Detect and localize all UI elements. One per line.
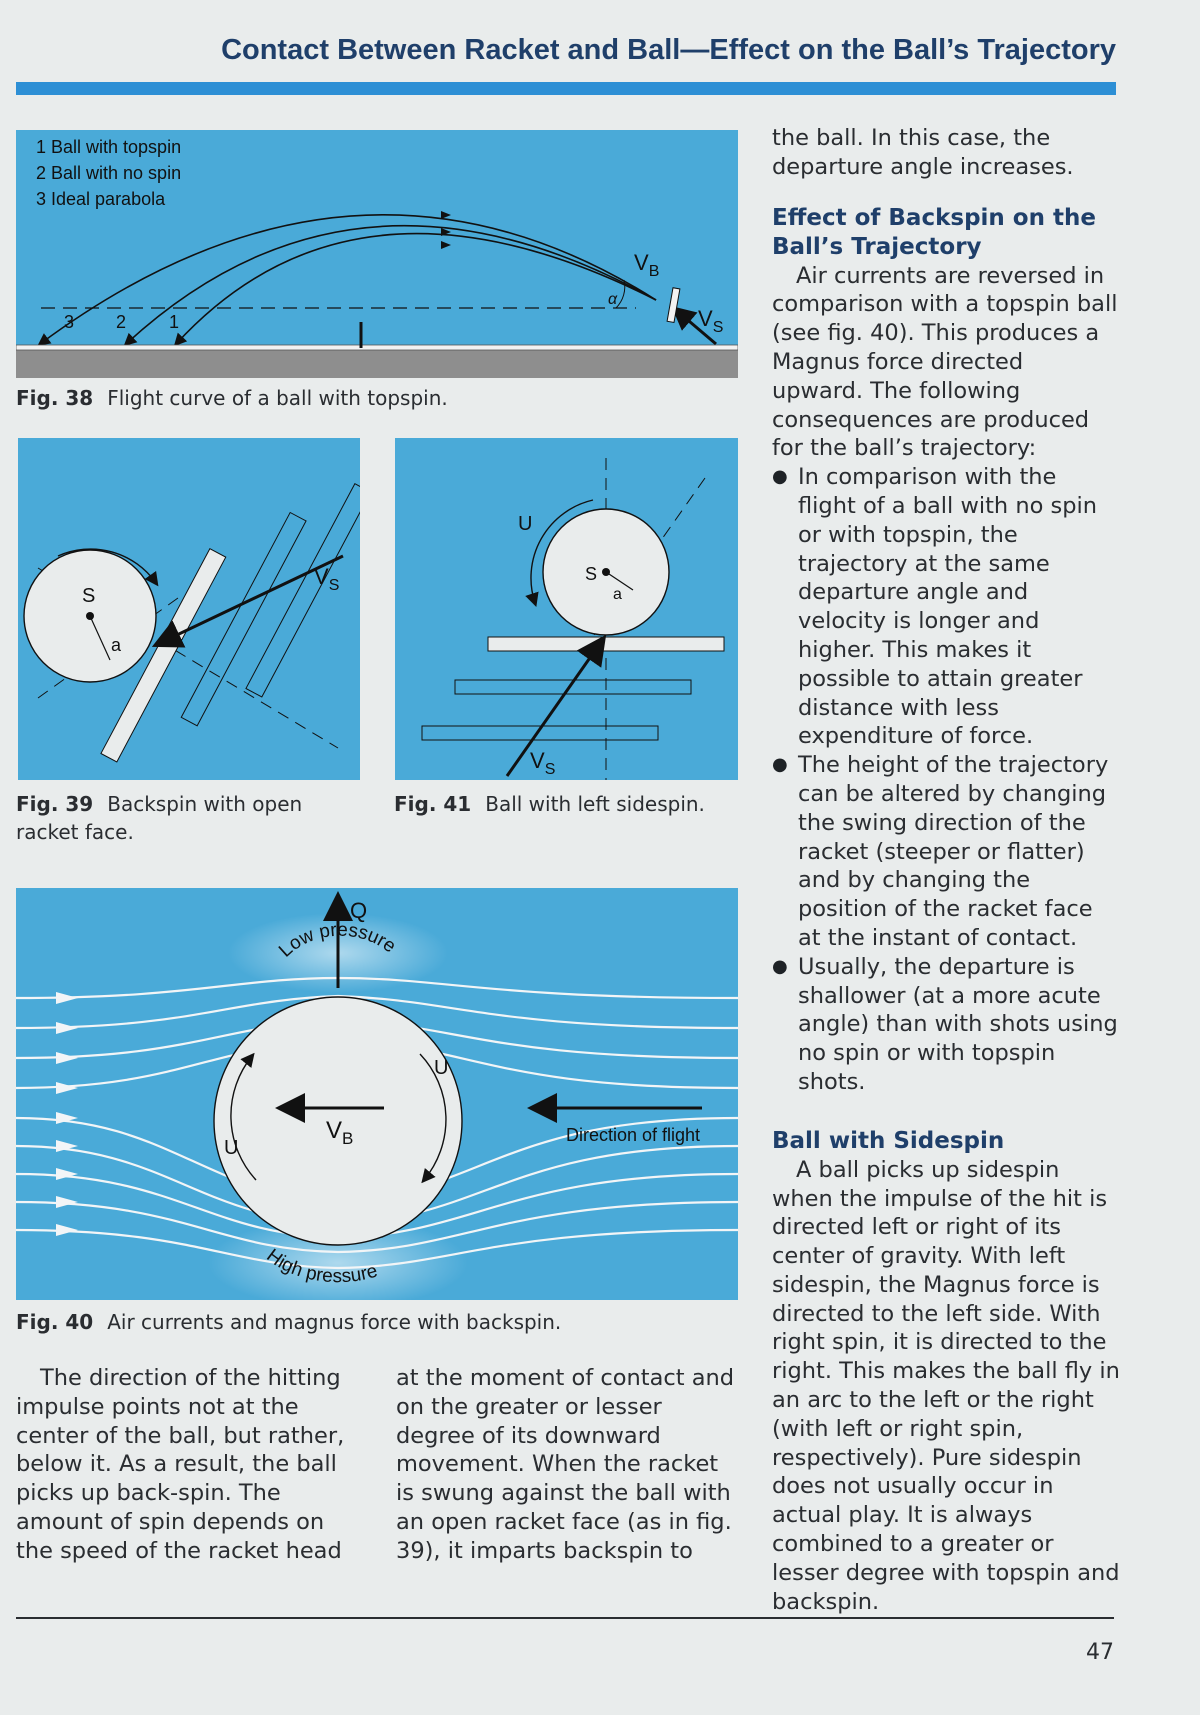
racket-position bbox=[246, 484, 360, 697]
page-title: Contact Between Racket and Ball—Effect on the Ball’s Trajectory bbox=[221, 34, 1116, 66]
curve-number: 3 bbox=[64, 312, 75, 332]
paragraph: at the moment of contact and on the greater or lesser degree of its downward movement. When the racket is swung against the ball with an open racket face (as in fig. 39), it imparts backspin to bbox=[396, 1365, 735, 1564]
racket-position bbox=[181, 513, 306, 726]
bullet-list bbox=[772, 463, 1120, 1097]
label-u: U bbox=[518, 513, 533, 535]
figure-39-diagram bbox=[18, 438, 360, 780]
caption-text: Backspin with open racket face. bbox=[16, 792, 303, 844]
figure-38-legend bbox=[36, 137, 181, 209]
legend-item: 2 Ball with no spin bbox=[36, 163, 182, 183]
legend-item: 1 Ball with topspin bbox=[36, 137, 182, 157]
label-u-left: U bbox=[224, 1137, 239, 1159]
label-a: a bbox=[613, 586, 622, 603]
legend-item: 3 Ideal parabola bbox=[36, 189, 166, 209]
curve-topspin bbox=[176, 234, 656, 344]
curve-number: 2 bbox=[116, 312, 127, 332]
figure-40-caption bbox=[16, 1308, 738, 1336]
curve-no-spin bbox=[126, 226, 656, 344]
body-column-1 bbox=[16, 1364, 361, 1566]
caption-text: Ball with left sidespin. bbox=[485, 792, 705, 816]
angle-label-alpha: α bbox=[608, 291, 618, 308]
curve-number: 1 bbox=[169, 312, 180, 332]
body-column-2 bbox=[396, 1364, 741, 1566]
paragraph: the ball. In this case, the departure angle increases. bbox=[772, 125, 1074, 180]
velocity-label-vb: $V_B$ bbox=[634, 250, 660, 280]
velocity-label-vb: $V_B$ bbox=[326, 1117, 354, 1148]
velocity-label-vs: $V_S$ bbox=[314, 564, 340, 594]
figure-39 bbox=[18, 438, 360, 780]
paragraph: Air currents are reversed in comparison with a topspin ball (see fig. 40). This produces a Magnus force directed upward. The following consequences are produced for the ball’s trajectory: bbox=[772, 262, 1118, 462]
caption-number: Fig. 38 bbox=[16, 386, 94, 410]
caption-text: Flight curve of a ball with topspin. bbox=[107, 386, 448, 410]
racket-position bbox=[488, 637, 724, 651]
paragraph: A ball picks up sidespin when the impulse of the hit is directed left or right of its center of gravity. With left sidespin, the Magnus force is directed to the left side. With right spin, it is directed to the right. This makes the ball fly in an arc to the left or the right (with left or right spin, respectively). Pure sidespin does not usually occur in actual play. It is always combined to a greater or lesser degree with topspin and backspin. bbox=[772, 1156, 1120, 1615]
figure-38 bbox=[16, 130, 738, 378]
label-s: S bbox=[82, 585, 96, 607]
figure-41-caption bbox=[394, 790, 734, 818]
figure-40 bbox=[16, 888, 738, 1300]
label-high-pressure: High pressure bbox=[262, 1245, 380, 1288]
velocity-label-vs: $V_S$ bbox=[530, 748, 556, 778]
section-heading: Effect of Backspin on the Ball’s Trajectory bbox=[772, 204, 1096, 260]
velocity-arrow-vs bbox=[507, 642, 601, 776]
paragraph: The direction of the hitting impulse points not at the center of the ball, but rather, below it. As a result, the ball picks up back-spin. The amount of spin depends on the speed of the racket head bbox=[16, 1365, 345, 1564]
label-direction: Direction of flight bbox=[566, 1125, 701, 1145]
bullet-item: ● The height of the trajectory can be altered by changing the swing direction of the racket (steeper or flatter) and by changing the position of the racket face at the instant of contact. bbox=[772, 751, 1120, 953]
label-q: Q bbox=[350, 898, 368, 923]
caption-number: Fig. 41 bbox=[394, 792, 472, 816]
caption-number: Fig. 39 bbox=[16, 792, 94, 816]
section-heading: Ball with Sidespin bbox=[772, 1127, 1005, 1154]
figure-41 bbox=[395, 438, 738, 780]
velocity-label-vs: $V_S$ bbox=[698, 306, 724, 336]
figure-38-diagram bbox=[16, 130, 738, 378]
caption-text: Air currents and magnus force with backspin. bbox=[107, 1310, 562, 1334]
label-a: a bbox=[111, 635, 122, 655]
figure-40-diagram bbox=[16, 888, 738, 1300]
figure-38-caption bbox=[16, 384, 738, 412]
bullet-item: ● In comparison with the flight of a ball with no spin or with topspin, the trajectory at the same departure angle and velocity is longer and higher. This makes it possible to attain greater distance with less expenditure of force. bbox=[772, 463, 1120, 751]
label-u-right: U bbox=[434, 1057, 449, 1079]
footer-rule bbox=[16, 1617, 1114, 1619]
figure-41-diagram bbox=[395, 438, 738, 780]
figure-39-caption bbox=[16, 790, 356, 846]
body-column-3 bbox=[772, 124, 1120, 1616]
table-surface bbox=[16, 348, 738, 378]
curve-ideal-parabola bbox=[40, 215, 656, 344]
bullet-item: ● Usually, the departure is shallower (at a more acute angle) than with shots using no spin or with topspin shots. bbox=[772, 953, 1120, 1097]
page-number: 47 bbox=[1086, 1640, 1114, 1665]
label-s: S bbox=[585, 564, 598, 584]
label-low-pressure: Low pressure bbox=[275, 919, 400, 962]
racket bbox=[667, 288, 680, 323]
title-bar bbox=[16, 82, 1116, 95]
caption-number: Fig. 40 bbox=[16, 1310, 94, 1334]
